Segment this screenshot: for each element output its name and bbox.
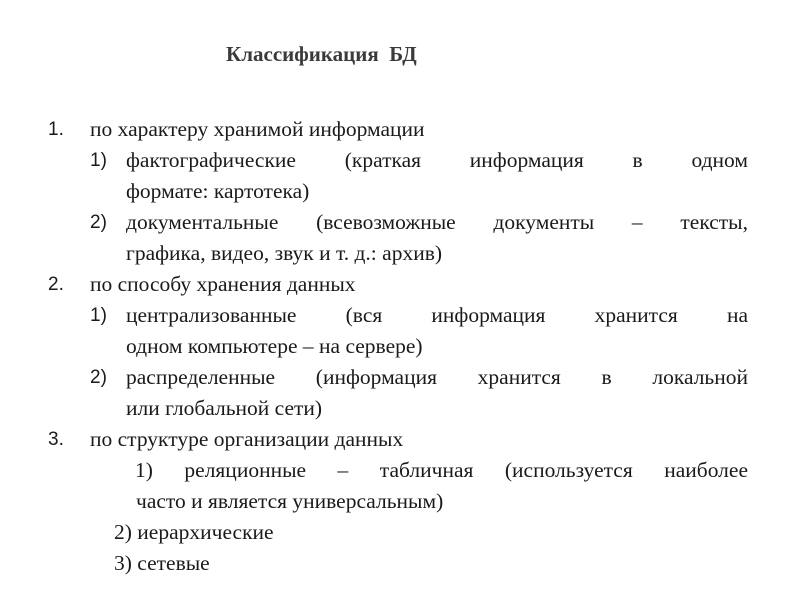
page-title: Классификация БД xyxy=(226,42,417,66)
list-item xyxy=(48,424,748,455)
sub-marker: 1) xyxy=(90,150,107,171)
sub-marker: 1) xyxy=(90,305,107,326)
sub-item xyxy=(48,455,748,486)
sub-marker: 2) xyxy=(90,212,107,233)
sub-item xyxy=(48,300,748,331)
list-marker: 3. xyxy=(48,429,64,450)
list-item-text: по характеру хранимой информации xyxy=(90,117,425,141)
sub-item xyxy=(48,548,748,579)
sub-item-text: фактографические (краткая информация в одном xyxy=(126,148,748,172)
sub-item xyxy=(48,517,748,548)
list-item xyxy=(48,269,748,300)
sub-item-text-cont: одном компьютере – на сервере) xyxy=(126,334,423,358)
sub-item-continuation xyxy=(48,238,748,269)
sub-item-text: централизованные (вся информация хранится на xyxy=(126,303,748,327)
list-marker: 2. xyxy=(48,274,64,295)
sub-item-text: распределенные (информация хранится в локальной xyxy=(126,365,748,389)
list-item-text: по структуре организации данных xyxy=(90,427,404,451)
list-marker: 1. xyxy=(48,119,64,140)
sub-item-text: документальные (всевозможные документы – тексты, xyxy=(126,210,748,234)
sub-item-text: 2) иерархические xyxy=(114,520,274,544)
list-item xyxy=(48,114,748,145)
sub-item xyxy=(48,362,748,393)
sub-item-continuation xyxy=(48,393,748,424)
sub-item-continuation xyxy=(48,486,748,517)
sub-item-continuation xyxy=(48,331,748,362)
sub-item-text-cont: часто и является универсальным) xyxy=(136,489,444,513)
sub-item-text: 1) реляционные – табличная (используется наиболее xyxy=(135,458,748,482)
sub-item-continuation xyxy=(48,176,748,207)
sub-item xyxy=(48,145,748,176)
sub-item xyxy=(48,207,748,238)
sub-item-text-cont: графика, видео, звук и т. д.: архив) xyxy=(126,241,443,265)
sub-item-text-cont: или глобальной сети) xyxy=(126,396,323,420)
sub-item-text: 3) сетевые xyxy=(114,551,210,575)
classification-list xyxy=(48,114,748,579)
sub-item-text-cont: формате: картотека) xyxy=(126,179,310,203)
sub-marker: 2) xyxy=(90,367,107,388)
list-item-text: по способу хранения данных xyxy=(90,272,356,296)
